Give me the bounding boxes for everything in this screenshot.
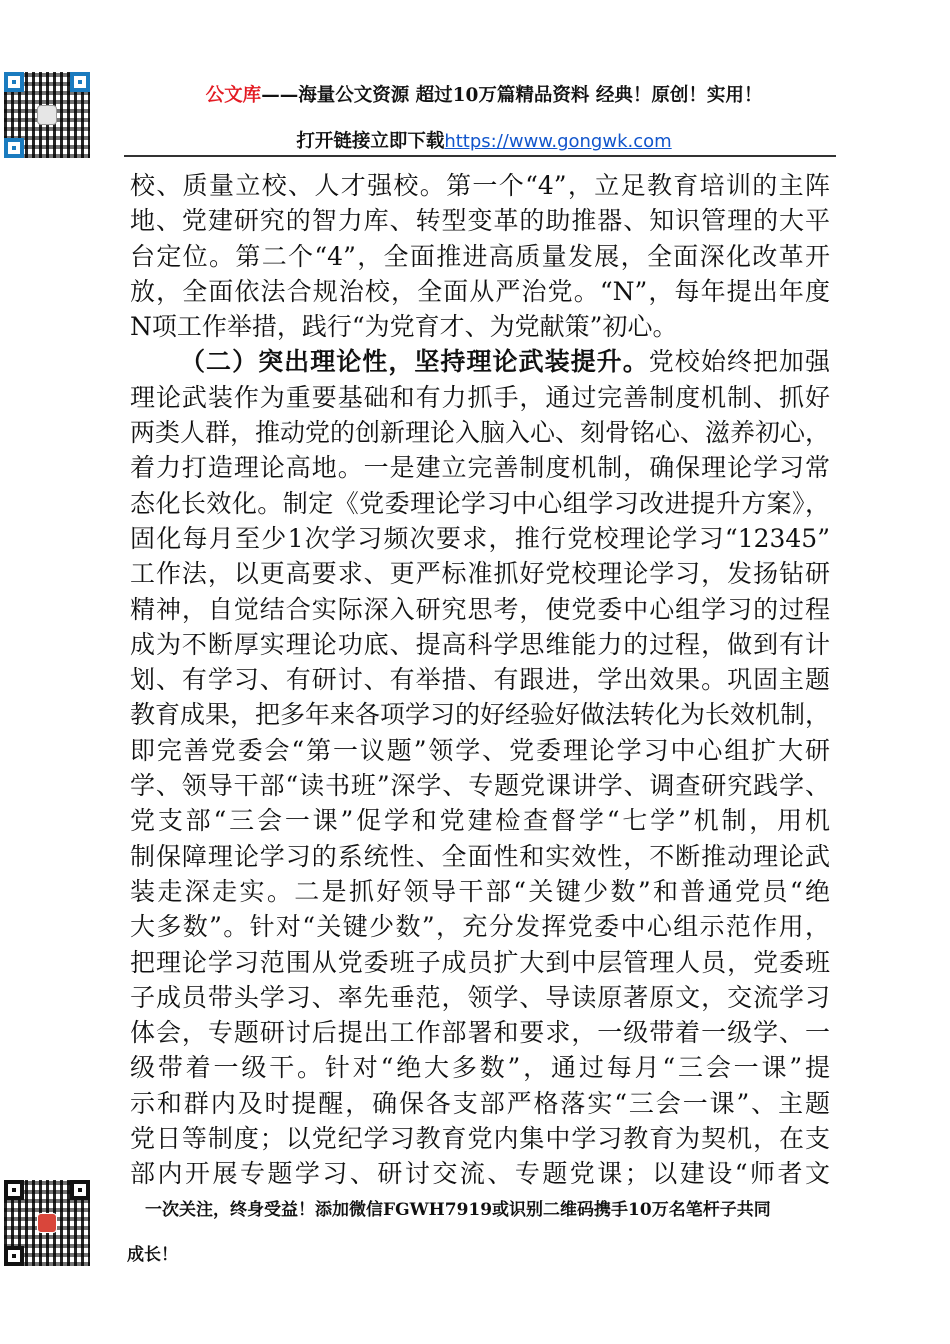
document-body: [130, 168, 830, 1192]
footer-line-2: 成长！: [127, 1245, 178, 1265]
text-line: 地、党建研究的智力库、转型变革的助推器、知识管理的大平: [130, 206, 830, 236]
qr-finder-icon: [4, 138, 24, 158]
text-line: 工作法，以更高要求、更严标准抓好党校理论学习，发扬钻研: [130, 559, 830, 589]
text-line: 两类人群，推动党的创新理论入脑入心、刻骨铭心、滋养初心，: [130, 418, 831, 448]
text-line: 党日等制度；以党纪学习教育党内集中学习教育为契机，在支: [130, 1124, 830, 1154]
qr-code-icon[interactable]: [4, 72, 90, 158]
section-heading: （二）突出理论性，坚持理论武装提升。: [180, 347, 649, 377]
text-line: 示和群内及时提醒，确保各支部严格落实“三会一课”、主题: [130, 1088, 830, 1118]
download-label: 打开链接立即下载: [296, 131, 445, 152]
page-header: [124, 78, 844, 156]
text-line: 子成员带头学习、率先垂范，领学、导读原著原文，交流学习: [130, 982, 830, 1012]
qr-logo-icon: [37, 1213, 57, 1233]
section-heading-line: [130, 344, 830, 379]
text-line: 教育成果，把多年来各项学习的好经验好做法转化为长效机制，: [130, 700, 831, 730]
qr-code-icon[interactable]: [4, 1180, 90, 1266]
header-download-line: [124, 128, 844, 156]
brand-name: 公文库: [205, 85, 262, 106]
footer-line-1: 一次关注，终身受益！添加微信FGWH7919或识别二维码携手10万名笔杆子共同: [145, 1200, 771, 1220]
download-link[interactable]: https://www.gongwk.com: [444, 131, 672, 152]
text-line: 固化每月至少1次学习频次要求，推行党校理论学习“12345”: [130, 523, 830, 553]
text-line: 校、质量立校、人才强校。第一个“4”，立足教育培训的主阵: [130, 171, 830, 200]
text-line: 着力打造理论高地。一是建立完善制度机制，确保理论学习常: [130, 453, 830, 483]
qr-finder-icon: [4, 72, 24, 92]
header-slogan-line: [124, 78, 844, 114]
text-line: 党支部“三会一课”促学和党建检查督学“七学”机制，用机: [130, 806, 830, 836]
text-line: 把理论学习范围从党委班子成员扩大到中层管理人员，党委班: [130, 947, 830, 977]
text-line: 大多数”。针对“关键少数”，充分发挥党委中心组示范作用，: [130, 912, 830, 942]
text-line: 级带着一级干。针对“绝大多数”，通过每月“三会一课”提: [130, 1053, 830, 1083]
text-line: 理论武装作为重要基础和有力抓手，通过完善制度机制、抓好: [130, 382, 830, 412]
qr-finder-icon: [4, 1246, 24, 1266]
text-line: 部内开展专题学习、研讨交流、专题党课；以建设“师者文: [130, 1159, 830, 1189]
text-line: N项工作举措，践行“为党育才、为党献策”初心。: [130, 312, 678, 342]
text-line: 制保障理论学习的系统性、全面性和实效性，不断推动理论武: [130, 841, 830, 871]
text-line: 精神，自觉结合实际深入研究思考，使党委中心组学习的过程: [130, 594, 830, 624]
qr-finder-icon: [4, 1180, 24, 1200]
text-line: 台定位。第二个“4”，全面推进高质量发展，全面深化改革开: [130, 241, 830, 271]
text-run: 党校始终把加强: [648, 347, 830, 377]
text-line: 装走深走实。二是抓好领导干部“关键少数”和普通党员“绝: [130, 876, 830, 906]
qr-finder-icon: [70, 72, 90, 92]
header-slogan: ——海量公文资源 超过10万篇精品资料 经典！原创！实用！: [261, 85, 763, 106]
header-divider: [124, 155, 836, 157]
qr-logo-icon: [37, 105, 57, 125]
text-line: 划、有学习、有研讨、有举措、有跟进，学出效果。巩固主题: [130, 665, 830, 695]
text-line: 成为不断厚实理论功底、提高科学思维能力的过程，做到有计: [130, 629, 830, 659]
text-line: 态化长效化。制定《党委理论学习中心组学习改进提升方案》，: [130, 488, 830, 518]
text-line: 即完善党委会“第一议题”领学、党委理论学习中心组扩大研: [130, 735, 830, 765]
qr-finder-icon: [70, 1180, 90, 1200]
text-line: 学、领导干部“读书班”深学、专题党课讲学、调查研究践学、: [130, 771, 830, 801]
text-line: 放，全面依法合规治校，全面从严治党。“N”，每年提出年度: [130, 276, 830, 306]
text-line: 体会，专题研讨后提出工作部署和要求，一级带着一级学、一: [130, 1018, 830, 1048]
